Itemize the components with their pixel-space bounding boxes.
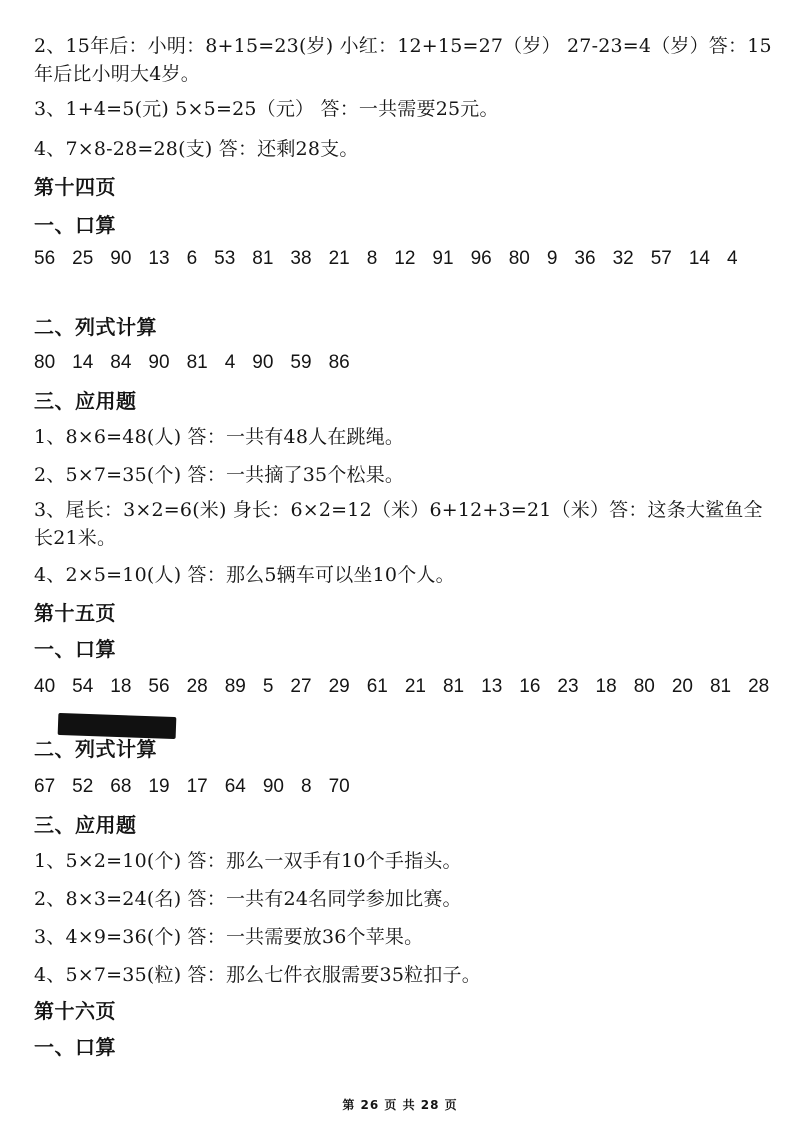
answer-value: 28 [186, 676, 208, 697]
answer-value: 52 [72, 776, 94, 797]
answer-value: 23 [557, 676, 579, 697]
answer-value: 13 [481, 676, 503, 697]
answer-value: 53 [214, 248, 236, 269]
answer-line: 3、尾长：3×2=6(米) 身长：6×2=12（米）6+12+3=21（米）答：这条大鲨鱼全长21米。 [34, 499, 763, 549]
mental-math-answers [34, 674, 774, 700]
section-title-page14: 第十四页 [34, 175, 116, 199]
answer-value: 32 [612, 248, 634, 269]
subsection-title-mental-math: 一、口算 [34, 1035, 116, 1059]
answer-value: 29 [328, 676, 350, 697]
answer-value: 4 [726, 248, 738, 269]
answer-value: 17 [186, 776, 208, 797]
answer-value: 4 [224, 352, 236, 373]
subsection-title-mental-math: 一、口算 [34, 213, 116, 237]
answer-value: 57 [650, 248, 672, 269]
answer-value: 86 [328, 352, 350, 373]
answer-line: 1、5×2=10(个) 答：那么一双手有10个手指头。 [34, 850, 462, 872]
answer-value: 80 [633, 676, 655, 697]
answer-value: 56 [148, 676, 170, 697]
answer-value: 81 [186, 352, 208, 373]
answer-value: 9 [546, 248, 558, 269]
answer-value: 64 [224, 776, 246, 797]
answer-line: 3、4×9=36(个) 答：一共需要放36个苹果。 [34, 926, 424, 948]
answer-line: 2、8×3=24(名) 答：一共有24名同学参加比赛。 [34, 888, 462, 910]
answer-value: 28 [748, 676, 770, 697]
answer-value: 18 [595, 676, 617, 697]
answer-value: 90 [148, 352, 170, 373]
answer-value: 90 [252, 352, 274, 373]
answer-value: 68 [110, 776, 132, 797]
answer-value: 80 [34, 352, 56, 373]
answer-line: 4、7×8-28=28(支) 答：还剩28支。 [34, 138, 359, 160]
page-number-footer: 第 26 页 共 28 页 [342, 1098, 458, 1112]
answer-value: 27 [290, 676, 312, 697]
answer-value: 16 [519, 676, 541, 697]
answer-value: 81 [709, 676, 732, 697]
answer-value: 96 [470, 248, 492, 269]
subsection-title-mental-math: 一、口算 [34, 637, 116, 661]
answer-value: 13 [148, 248, 170, 269]
section-title-page16: 第十六页 [34, 999, 116, 1023]
answer-value: 19 [148, 776, 170, 797]
answer-value: 38 [290, 248, 312, 269]
answer-value: 90 [110, 248, 132, 269]
calculation-answers [34, 350, 774, 376]
subsection-title-word-problems: 三、应用题 [34, 813, 137, 837]
answer-value: 21 [328, 248, 350, 269]
answer-line: 1、8×6=48(人) 答：一共有48人在跳绳。 [34, 426, 405, 448]
subsection-title-calculation: 二、列式计算 [34, 315, 157, 339]
answer-value: 21 [404, 676, 426, 697]
section-title-page15: 第十五页 [34, 601, 116, 625]
answer-value: 18 [110, 676, 132, 697]
answer-value: 59 [290, 352, 312, 373]
answer-value: 81 [442, 676, 465, 697]
answer-value: 70 [328, 776, 350, 797]
subsection-title-calculation: 二、列式计算 [34, 737, 157, 761]
answer-value: 56 [34, 248, 56, 269]
answer-value: 91 [432, 248, 454, 269]
answer-value: 36 [574, 248, 596, 269]
answer-line: 4、5×7=35(粒) 答：那么七件衣服需要35粒扣子。 [34, 964, 481, 986]
answer-value: 5 [262, 676, 274, 697]
answer-value: 90 [262, 776, 284, 797]
answer-value: 89 [224, 676, 246, 697]
answer-value: 67 [34, 776, 56, 797]
answer-value: 8 [300, 776, 312, 797]
calculation-answers [34, 774, 774, 800]
answer-line: 4、2×5=10(人) 答：那么5辆车可以坐10个人。 [34, 564, 455, 586]
answer-line: 2、5×7=35(个) 答：一共摘了35个松果。 [34, 464, 405, 486]
subsection-title-word-problems: 三、应用题 [34, 389, 137, 413]
answer-value: 54 [72, 676, 94, 697]
answer-value: 84 [110, 352, 132, 373]
answer-line: 3、1+4=5(元) 5×5=25（元） 答：一共需要25元。 [34, 98, 499, 120]
answer-line: 2、15年后：小明：8+15=23(岁) 小红：12+15=27（岁） 27-23=4（岁）答：15年后比小明大4岁。 [34, 35, 772, 85]
answer-value: 14 [688, 248, 710, 269]
answer-value: 12 [394, 248, 416, 269]
answer-value: 25 [72, 248, 94, 269]
answer-value: 80 [508, 248, 530, 269]
answer-value: 61 [366, 676, 388, 697]
answer-value: 81 [252, 248, 274, 269]
answer-value: 8 [366, 248, 378, 269]
answer-value: 40 [34, 676, 56, 697]
answer-value: 20 [671, 676, 693, 697]
answer-value: 6 [186, 248, 198, 269]
mental-math-answers [34, 246, 774, 272]
answer-value: 14 [72, 352, 94, 373]
